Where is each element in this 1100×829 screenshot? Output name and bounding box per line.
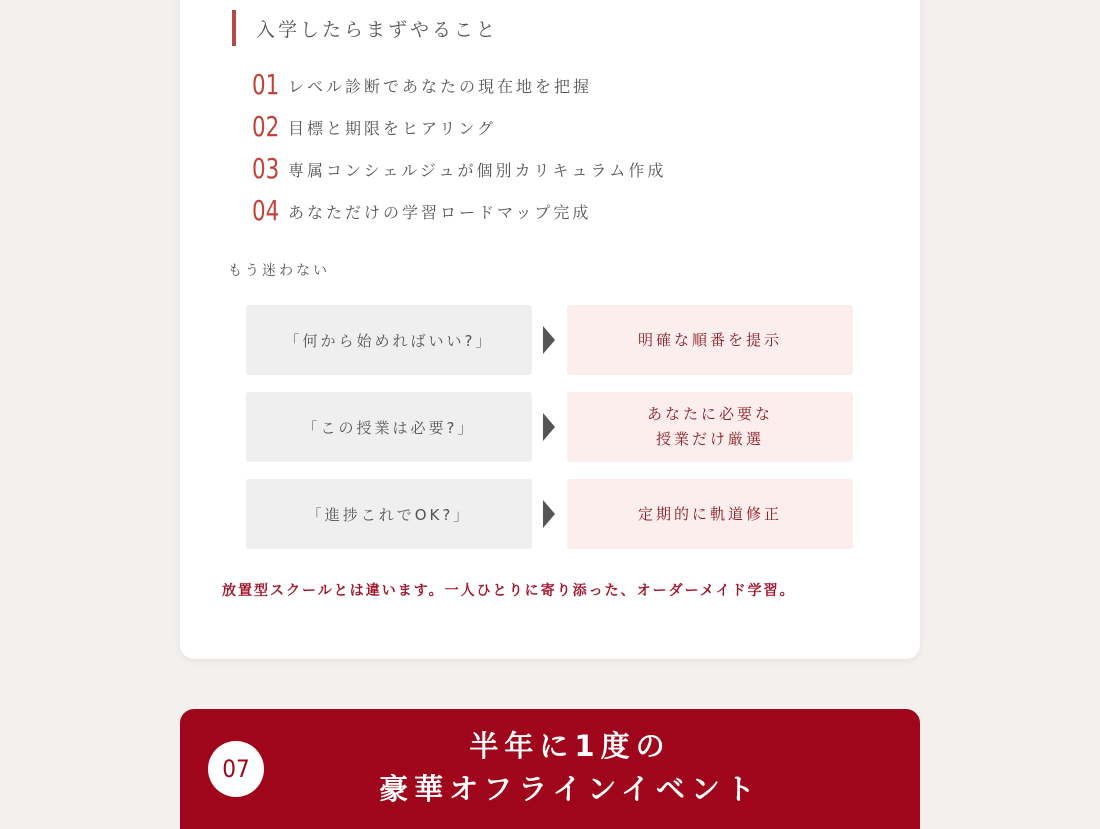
question-box: 「進捗これでOK?」: [246, 479, 532, 549]
answer-box: あなたに必要な 授業だけ厳選: [567, 392, 853, 462]
arrow-right-icon: [543, 413, 555, 441]
step-text: レベル診断であなたの現在地を把握: [288, 76, 593, 96]
question-box: 「何から始めればいい?」: [246, 305, 532, 375]
step-number: 02: [252, 110, 280, 143]
section-title-line2: 豪華オフラインイベント: [379, 772, 761, 806]
answer-box: 定期的に軌道修正: [567, 479, 853, 549]
next-section-banner: [180, 709, 920, 829]
section-title: [180, 725, 960, 811]
steps-list: [252, 64, 872, 232]
answer-box: 明確な順番を提示: [567, 305, 853, 375]
comparison-row: [246, 392, 853, 462]
arrow-right-icon: [543, 326, 555, 354]
comparison-row: [246, 479, 853, 549]
question-box: 「この授業は必要?」: [246, 392, 532, 462]
arrow-right-icon: [543, 500, 555, 528]
step-item: [252, 148, 872, 190]
step-item: [252, 64, 872, 106]
step-number: 01: [252, 68, 280, 101]
step-number: 03: [252, 152, 280, 185]
summary-note: 放置型スクールとは違います。一人ひとりに寄り添った、オーダーメイド学習。: [222, 583, 796, 599]
comparison-row: [246, 305, 853, 375]
subheading: もう迷わない: [228, 263, 330, 279]
content-card: [180, 0, 920, 659]
section-heading: 入学したらまずやること: [232, 10, 498, 46]
step-item: [252, 106, 872, 148]
step-item: [252, 190, 872, 232]
step-text: 専属コンシェルジュが個別カリキュラム作成: [288, 160, 667, 180]
step-number: 04: [252, 194, 280, 227]
step-text: 目標と期限をヒアリング: [288, 118, 497, 138]
section-number-badge: 07: [208, 741, 264, 797]
section-title-line1: 半年に1度の: [469, 729, 671, 763]
step-text: あなただけの学習ロードマップ完成: [288, 202, 592, 222]
